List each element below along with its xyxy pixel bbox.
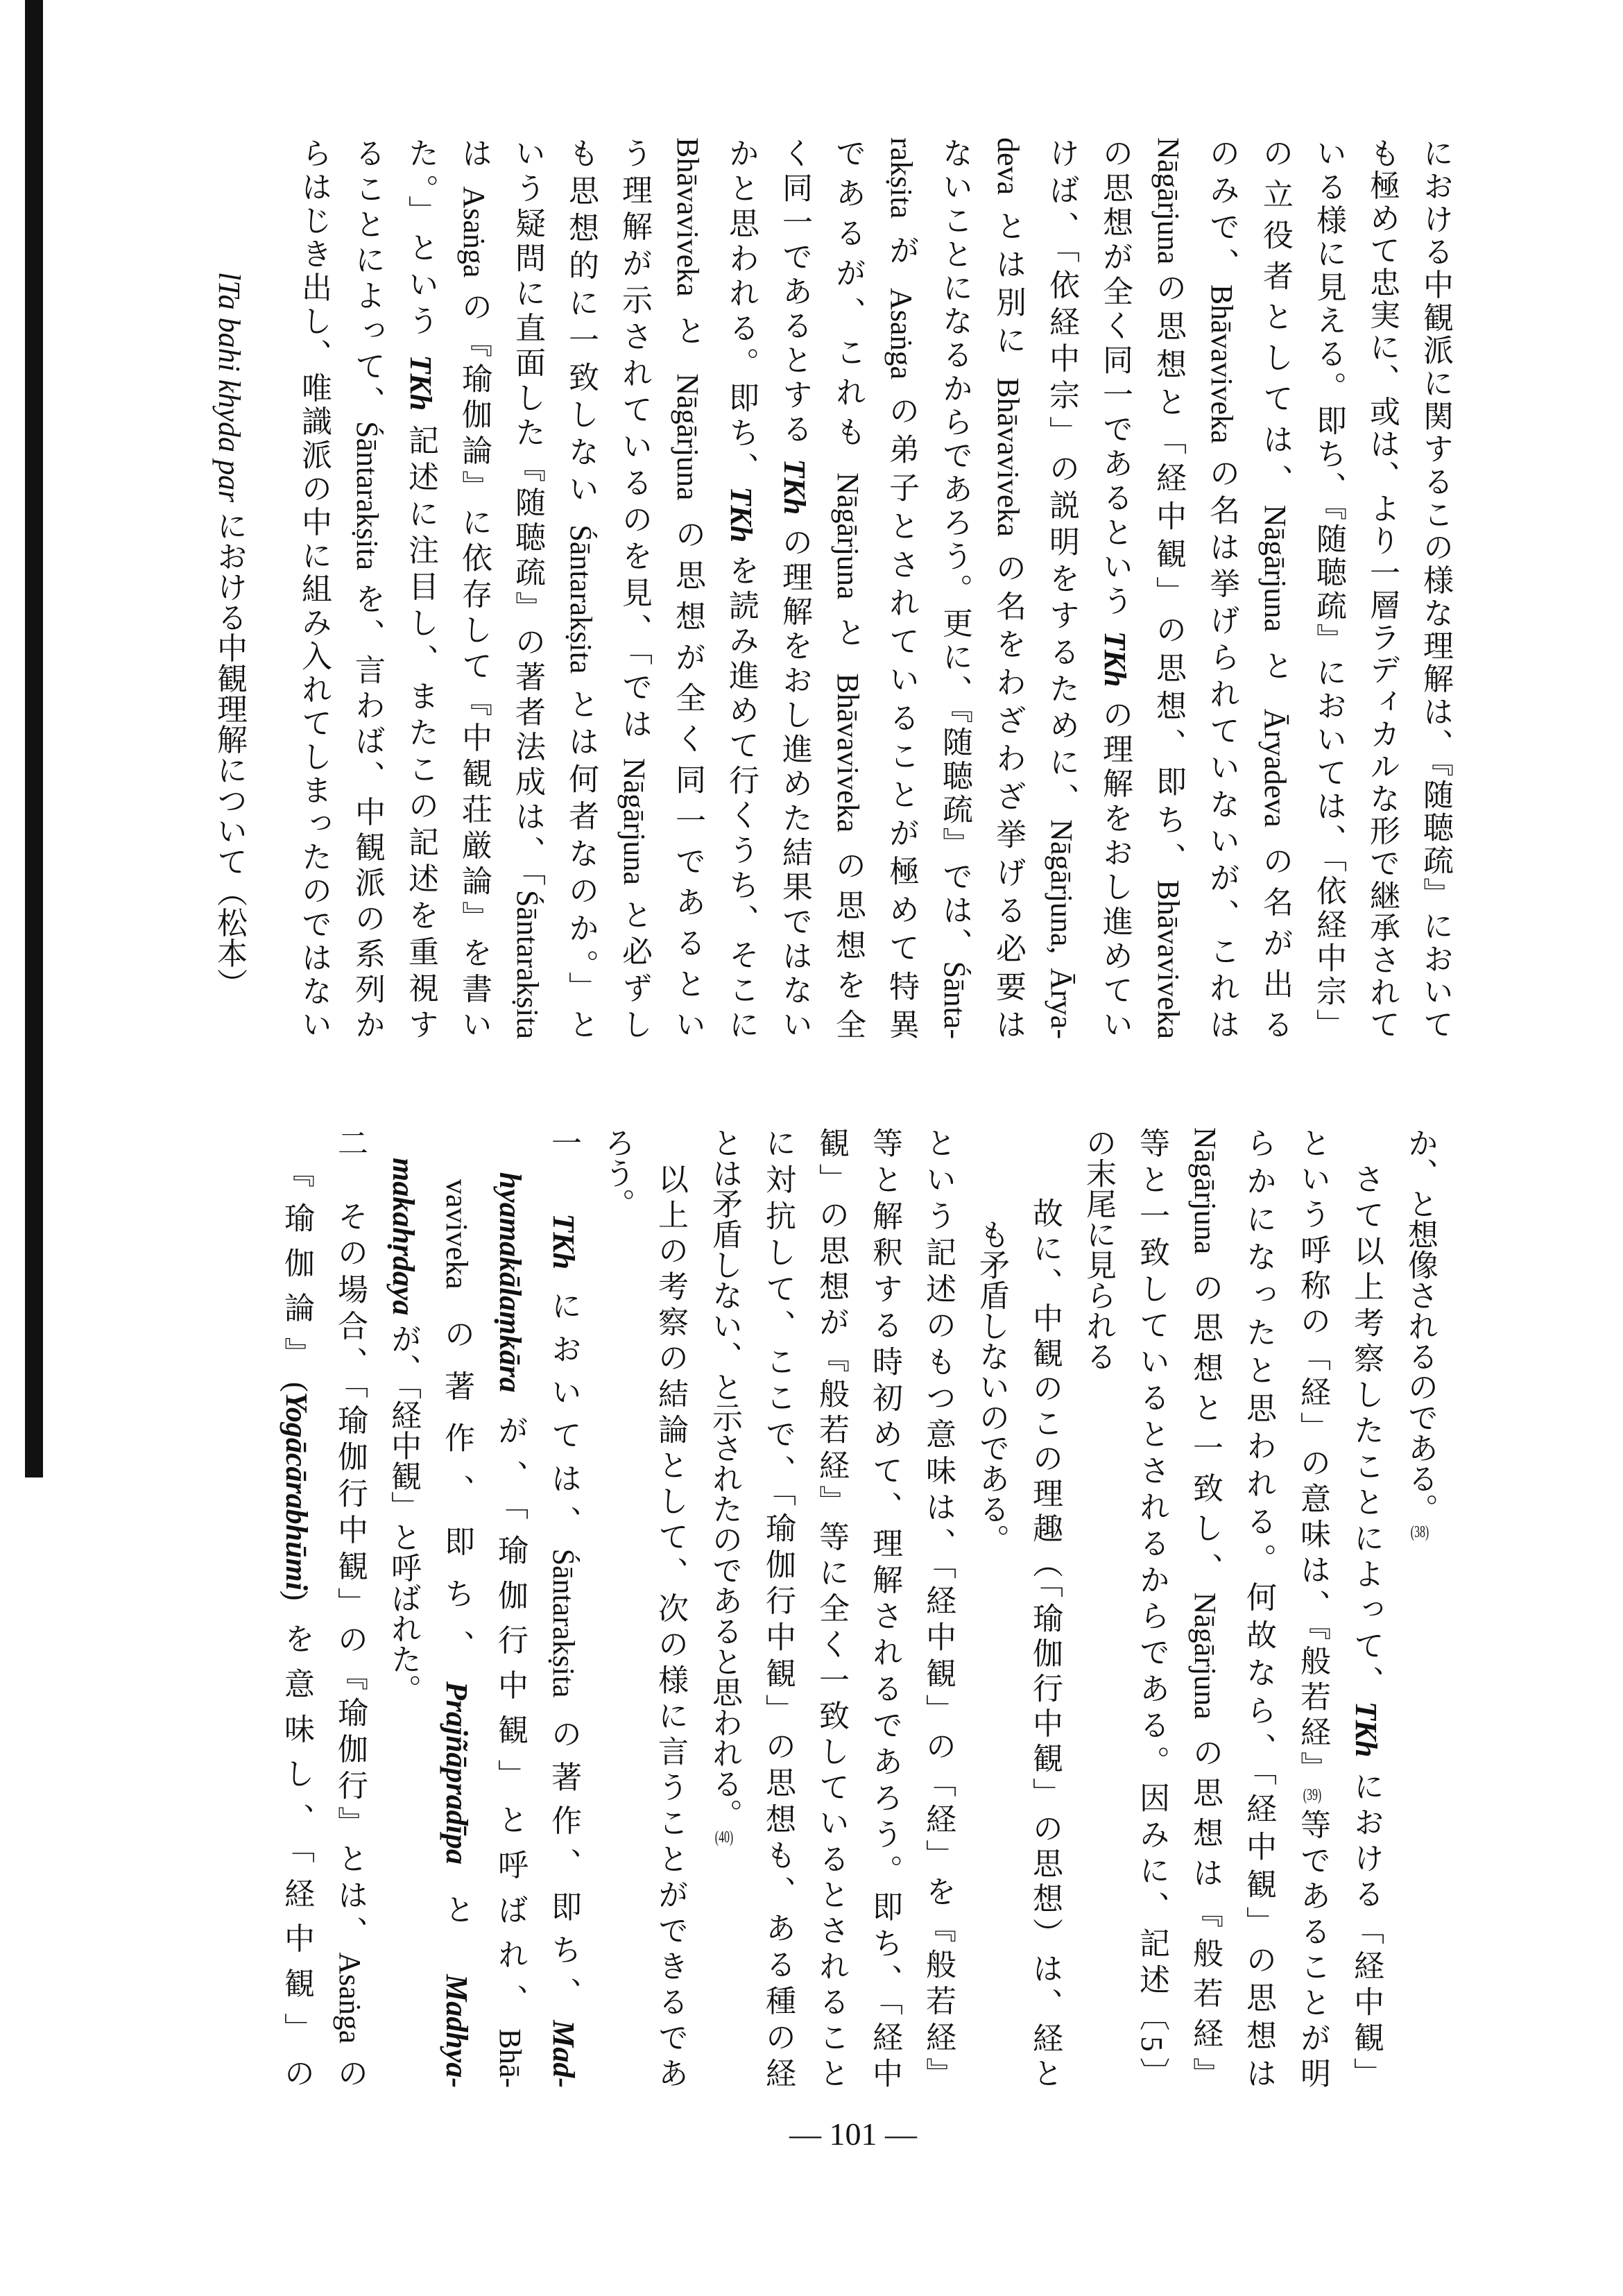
text-column <box>377 1127 430 2088</box>
text-run: 等と解釈する時初めて、理解されるであろう。即ち、「経中 <box>868 1127 902 2088</box>
text-column <box>341 137 394 1039</box>
text-run <box>386 1127 420 1158</box>
text-run: いう疑問に直面した『随聴疏』の著者法成は、「Śāntarakṣita <box>510 137 544 1039</box>
text-run: いる様に見える。即ち、『随聴疏』においては、「依経中宗」 <box>1312 137 1346 1040</box>
text-column <box>590 1127 644 2088</box>
text-column <box>430 1127 483 2088</box>
text-run: における「経中観」 <box>1349 1757 1383 2089</box>
text-run: deva とは別に Bhāvaviveka の名をわざわざ挙げる必要は <box>991 137 1025 1039</box>
text-run: ないことになるからであろう。更に、『随聴疏』では、Śānta- <box>938 137 972 1039</box>
text-run: は Asaṅga の『瑜伽論』に依存して『中観荘厳論』を書い <box>457 137 491 1039</box>
text-run: の理解をおし進めた結果ではない <box>778 515 812 1040</box>
text-run: う理解が示されているのを見、「では Nāgārjuna と必ずし <box>617 137 651 1039</box>
text-run: ) を意味し、「経中観」の <box>280 1590 314 2089</box>
text-column <box>1178 1127 1232 2088</box>
text-run: 観」の思想が『般若経』等に全く一致しているとされること <box>814 1127 848 2088</box>
text-run <box>493 1127 527 1172</box>
text-column <box>661 137 714 1039</box>
text-column <box>1125 1127 1178 2088</box>
text-column <box>644 1127 697 2088</box>
emphasized-term: Yogācārabhūmi <box>280 1391 314 1591</box>
text-run: 『瑜伽論』( <box>280 1127 314 1392</box>
emphasized-term: TKh <box>404 354 438 411</box>
text-run: とは矛盾しない、と示されたのであると思われる。 <box>707 1127 741 1829</box>
text-run: における中観派に関するこの様な理解は、『随聴疏』において <box>1418 137 1452 1039</box>
text-run: Nāgārjuna の思想と一致し、Nāgārjuna の思想は『般若経』 <box>1188 1127 1222 2088</box>
text-column <box>697 1127 751 2088</box>
text-column <box>537 1127 590 2088</box>
text-column <box>751 1127 805 2088</box>
text-run: であるが、これも Nāgārjuna と Bhāvaviveka の思想を全 <box>831 137 865 1039</box>
text-column <box>1195 137 1248 1039</box>
text-run: の理解をおし進めてい <box>1098 687 1132 1040</box>
text-run: Bhāvaviveka と Nāgārjuna の思想が全く同一であるとい <box>671 137 705 1039</box>
text-column <box>928 137 981 1039</box>
running-head-title: lTa bahi khyda par <box>212 272 246 503</box>
text-column <box>1302 137 1355 1039</box>
running-head-rest: における中観理解について（松本） <box>212 510 246 999</box>
page-number: — 101 — <box>789 2116 917 2152</box>
text-run: 等であることが明 <box>1296 1808 1330 2089</box>
text-run: の立役者としては、Nāgārjuna と Āryadeva の名が出る <box>1258 137 1292 1039</box>
text-run: も極めて忠実に、或は、より一層ラディカルな形で継承されて <box>1365 137 1399 1039</box>
emphasized-term: TKh <box>1349 1701 1383 1758</box>
emphasized-term: Mad- <box>547 2020 581 2089</box>
text-run: 以上の考察の結論として、次の様に言うことができるであ <box>653 1127 687 2088</box>
text-run: ることによって、Śāntarakṣita を、言わば、中観派の系列か <box>350 137 384 1039</box>
text-run: Nāgārjunaの思想と「経中観」の思想、即ち、Bhāvaviveka <box>1151 137 1185 1039</box>
text-run: の末尾に見られる <box>1081 1127 1115 1371</box>
emphasized-term: TKh <box>547 1213 581 1270</box>
text-column <box>821 137 875 1039</box>
text-column <box>1339 1127 1393 2088</box>
text-column <box>714 137 768 1039</box>
text-column <box>608 137 661 1039</box>
emphasized-term: TKh <box>724 486 758 543</box>
text-run: が、「瑜伽行中観」と呼ばれ、Bhā- <box>493 1392 527 2089</box>
emphasized-term: TKh <box>1098 631 1132 687</box>
text-run: においては、Śāntarakṣita の著作、即ち、 <box>547 1269 581 2021</box>
text-run: のみで、Bhāvaviveka の名は挙げられていないが、これは <box>1205 137 1239 1039</box>
emphasized-term: TKh <box>778 459 812 515</box>
text-column <box>394 137 447 1039</box>
text-column <box>1355 137 1409 1039</box>
text-column <box>1285 1127 1339 2088</box>
text-column <box>1248 137 1302 1039</box>
text-run: かと思われる。即ち、 <box>724 137 758 487</box>
emphasized-term: Madhya- <box>440 1974 474 2089</box>
text-run: らはじき出し、唯識派の中に組み入れてしまったのではない <box>297 137 331 1039</box>
text-column <box>965 1127 1018 2088</box>
text-column <box>875 137 928 1039</box>
scan-edge-bar <box>25 0 43 1477</box>
text-column <box>270 1127 323 2088</box>
text-run: vaviveka の著作、即ち、 <box>440 1127 474 1681</box>
text-column <box>1232 1127 1285 2088</box>
text-column <box>447 137 501 1039</box>
text-run: く同一であるとする <box>778 137 812 459</box>
text-column <box>911 1127 965 2088</box>
text-run: 一 <box>547 1127 581 1214</box>
text-run: という記述のもつ意味は、「経中観」の「経」を『般若経』 <box>921 1127 955 2088</box>
text-column <box>1035 137 1088 1039</box>
text-column <box>483 1127 537 2088</box>
emphasized-term: Prajñāpradīpa <box>440 1681 474 1865</box>
text-run: 記述に注目し、またこの記述を重視す <box>404 411 438 1040</box>
text-run: rakṣita が Asaṅga の弟子とされていることが極めて特異 <box>884 137 918 1039</box>
text-column <box>981 137 1035 1039</box>
text-column <box>1088 137 1142 1039</box>
text-column <box>768 137 821 1039</box>
text-column <box>858 1127 911 2088</box>
text-run: に対抗して、ここで、「瑜伽行中観」の思想も、ある種の経 <box>761 1127 795 2088</box>
emphasized-term: makahṛdaya <box>386 1158 420 1316</box>
lower-text-block <box>270 1127 1447 2088</box>
text-run: も思想的に一致しない Śāntarakṣita とは何者なのか。」と <box>564 137 598 1039</box>
text-run: を読み進めて行くうち、そこに <box>724 542 758 1040</box>
text-run: も矛盾しないのである。 <box>974 1127 1008 1554</box>
footnote-ref: (40) <box>714 1829 734 1846</box>
text-run: けば、「依経中宗」の説明をするために、Nāgārjuna, Ārya- <box>1045 137 1079 1039</box>
text-run: 等と一致しているとされるからである。因みに、記述〔5〕 <box>1135 1127 1169 2088</box>
text-run: さて以上考察したことによって、 <box>1349 1127 1383 1702</box>
text-column <box>554 137 608 1039</box>
text-column <box>1018 1127 1072 2088</box>
text-column <box>1072 1127 1125 2088</box>
running-head <box>208 272 250 1014</box>
text-column <box>1142 137 1195 1039</box>
text-run: と <box>440 1864 474 1975</box>
footnote-ref: (38) <box>1410 1524 1429 1541</box>
text-run: の思想が全く同一であるという <box>1098 137 1132 631</box>
text-column <box>1409 137 1462 1039</box>
text-run: 故に、中観のこの理趣（「瑜伽行中観」の思想）は、経と <box>1028 1127 1062 2088</box>
text-run: が、「経中観」と呼ばれた。 <box>386 1315 420 1705</box>
text-run: か、と想像されるのである。 <box>1403 1127 1437 1524</box>
text-run: ろう。 <box>600 1127 634 1219</box>
text-run: らかになったと思われる。何故なら、「経中観」の思想は <box>1242 1127 1276 2088</box>
upper-text-block <box>287 137 1462 1039</box>
text-column <box>287 137 341 1039</box>
text-run: た。」という <box>404 137 438 355</box>
text-column <box>323 1127 377 2088</box>
footnote-ref: (39) <box>1303 1787 1322 1804</box>
text-run: 二 その場合、「瑜伽行中観」の『瑜伽行』とは、Asaṅga の <box>333 1127 367 2088</box>
text-column <box>1393 1127 1447 2088</box>
text-run: という呼称の「経」の意味は、『般若経』 <box>1296 1127 1330 1788</box>
text-column <box>501 137 554 1039</box>
emphasized-term: hyamakālaṃkāra <box>493 1172 527 1393</box>
text-column <box>805 1127 858 2088</box>
